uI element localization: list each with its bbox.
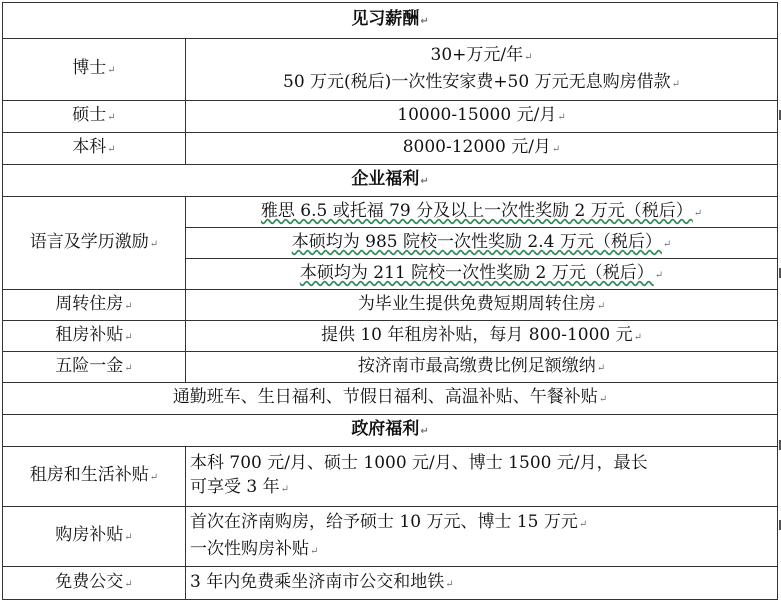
government-section-header: 政府福利↵ [3,415,778,447]
phd-row [3,39,778,101]
enterprise-section-header: 企业福利↵ [3,165,778,197]
insurance-row [3,352,778,383]
transit-label: 免费公交↵ [3,567,186,600]
master-value: 10000-15000 元/月↵ [186,101,778,133]
bachelor-value: 8000-12000 元/月↵ [186,133,778,165]
benefits-table [2,2,778,600]
insurance-value: 按济南市最高缴费比例足额缴纳↵ [186,352,778,383]
housing-label: 周转住房↵ [3,290,186,321]
rent-label: 租房补贴↵ [3,321,186,352]
enterprise-header-row [3,165,778,197]
incentive-item-ielts: 雅思 6.5 或托福 79 分及以上一次性奖励 2 万元（税后）↵ [186,197,778,228]
incentive-item-985: 本硕均为 985 院校一次性奖励 2.4 万元（税后）↵ [186,228,778,259]
incentive-row-1 [3,197,778,228]
purchase-value-line1: 首次在济南购房，给予硕士 10 万元、博士 15 万元 [190,511,578,532]
bachelor-row [3,133,778,165]
purchase-label: 购房补贴↵ [3,507,186,567]
living-value-line1: 本科 700 元/月、硕士 1000 元/月、博士 1500 元/月，最长 [190,453,648,473]
living-value-line2: 可享受 3 年 [190,477,280,497]
master-label: 硕士↵ [3,101,186,133]
rent-row [3,321,778,352]
bachelor-label: 本科↵ [3,133,186,165]
living-label: 租房和生活补贴↵ [3,447,186,507]
phd-value: 30+万元/年↵ 50 万元(税后)一次性安家费+50 万元无息购房借款↵ [186,39,778,101]
transit-row [3,567,778,600]
other-benefits: 通勤班车、生日福利、节假日福利、高温补贴、午餐补贴↵ [3,383,778,415]
phd-label: 博士↵ [3,39,186,101]
salary-section-header: 见习薪酬↵ [3,3,778,39]
incentive-item-211: 本硕均为 211 院校一次性奖励 2 万元（税后）↵ [186,259,778,290]
other-benefits-row [3,383,778,415]
master-row [3,101,778,133]
government-header-row [3,415,778,447]
phd-salary-text: 30+万元/年 [430,44,524,65]
purchase-value: 首次在济南购房，给予硕士 10 万元、博士 15 万元↵ 一次性购房补贴↵ [186,507,778,567]
salary-header-row [3,3,778,39]
incentive-label: 语言及学历激励↵ [3,197,186,290]
housing-row [3,290,778,321]
purchase-value-line2: 一次性购房补贴 [190,538,309,559]
housing-value: 为毕业生提供免费短期周转住房↵ [186,290,778,321]
living-value: 本科 700 元/月、硕士 1000 元/月、博士 1500 元/月，最长 可享受 3 年↵ [186,447,778,507]
phd-allowance-text: 50 万元(税后)一次性安家费+50 万元无息购房借款 [283,71,671,92]
insurance-label: 五险一金↵ [3,352,186,383]
purchase-row [3,507,778,567]
living-row [3,447,778,507]
transit-value: 3 年内免费乘坐济南市公交和地铁↵ [186,567,778,600]
rent-value: 提供 10 年租房补贴，每月 800-1000 元↵ [186,321,778,352]
